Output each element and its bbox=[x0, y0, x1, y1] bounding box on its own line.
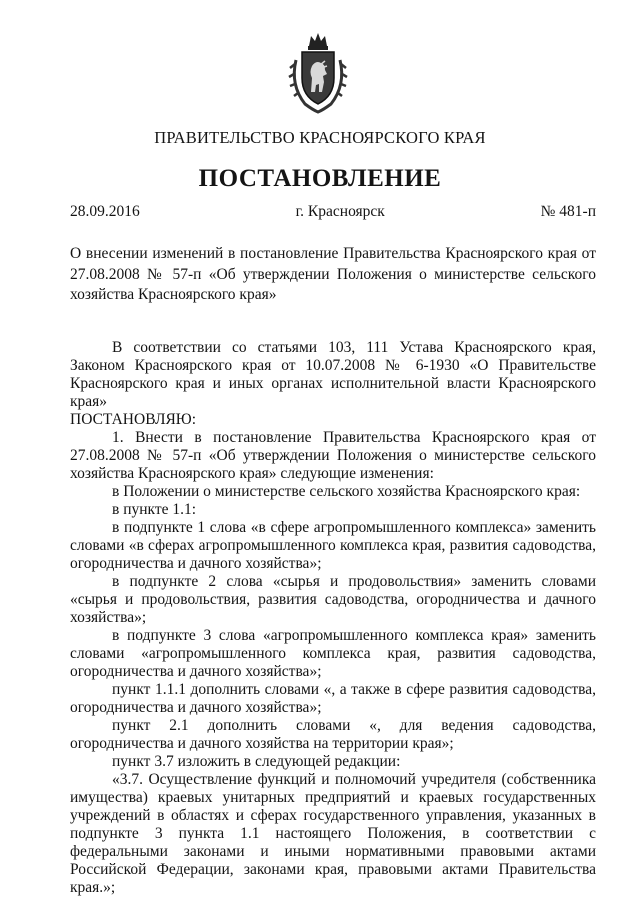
body-paragraph: В соответствии со статьями 103, 111 Устава Красноярского края, Законом Красноярского края от 10.07.2008 № 6-1930 «О Правительстве Красноярского края и иных органах исполнительной власти Красноярского края» bbox=[70, 339, 596, 410]
document-number: № 481-п bbox=[540, 203, 596, 220]
body-paragraph: в подпункте 3 слова «агропромышленного комплекса края» заменить словами «агропромышленного комплекса края, развития садоводства, огородничества и дачного хозяйства»; bbox=[70, 627, 596, 680]
government-name: ПРАВИТЕЛЬСТВО КРАСНОЯРСКОГО КРАЯ bbox=[154, 128, 486, 147]
coat-of-arms-icon bbox=[287, 30, 349, 114]
document-meta bbox=[70, 203, 596, 221]
resolution-word: ПОСТАНОВЛЯЮ: bbox=[70, 411, 197, 428]
body-paragraph: 1. Внести в постановление Правительства Красноярского края от 27.08.2008 № 57-п «Об утверждении Положения о министерстве сельского хозяйства Красноярского края» следующие изменения: bbox=[70, 429, 596, 482]
body-paragraph: в подпункте 1 слова «в сфере агропромышленного комплекса» заменить словами «в сферах агропромышленного комплекса края, развития садоводства, огородничества и дачного хозяйства»; bbox=[70, 519, 596, 572]
document-body bbox=[70, 339, 596, 897]
document-type-title: ПОСТАНОВЛЕНИЕ bbox=[198, 165, 442, 192]
document-city: г. Красноярск bbox=[295, 203, 385, 220]
body-paragraph: «3.7. Осуществление функций и полномочий учредителя (собственника имущества) краевых унитарных предприятий и краевых государственных учреждений в областях и сферах государственного управления, указанных в подпункте 3 пункта 1.1 настоящего Положения, в соответствии с федеральными законами и иными нормативными правовыми актами Российской Федерации, законами края, правовыми актами Правительства края.»; bbox=[70, 771, 596, 896]
body-paragraph: в подпункте 2 слова «сырья и продовольствия» заменить словами «сырья и продовольствия, развития садоводства, огородничества и дачного хозяйства»; bbox=[70, 573, 596, 626]
document-subject: О внесении изменений в постановление Правительства Красноярского края от 27.08.2008 № 57-п «Об утверждении Положения о министерстве сельского хозяйства Красноярского края» bbox=[70, 245, 596, 303]
body-paragraph: в пункте 1.1: bbox=[112, 501, 197, 518]
body-paragraph: в Положении о министерстве сельского хозяйства Красноярского края: bbox=[112, 483, 581, 500]
body-paragraph: пункт 1.1.1 дополнить словами «, а также в сфере развития садоводства, огородничества и дачного хозяйства»; bbox=[70, 681, 596, 716]
body-paragraph: пункт 3.7 изложить в следующей редакции: bbox=[112, 753, 401, 770]
body-paragraph: пункт 2.1 дополнить словами «, для ведения садоводства, огородничества и дачного хозяйства на территории края»; bbox=[70, 717, 596, 752]
document-date: 28.09.2016 bbox=[70, 203, 140, 220]
